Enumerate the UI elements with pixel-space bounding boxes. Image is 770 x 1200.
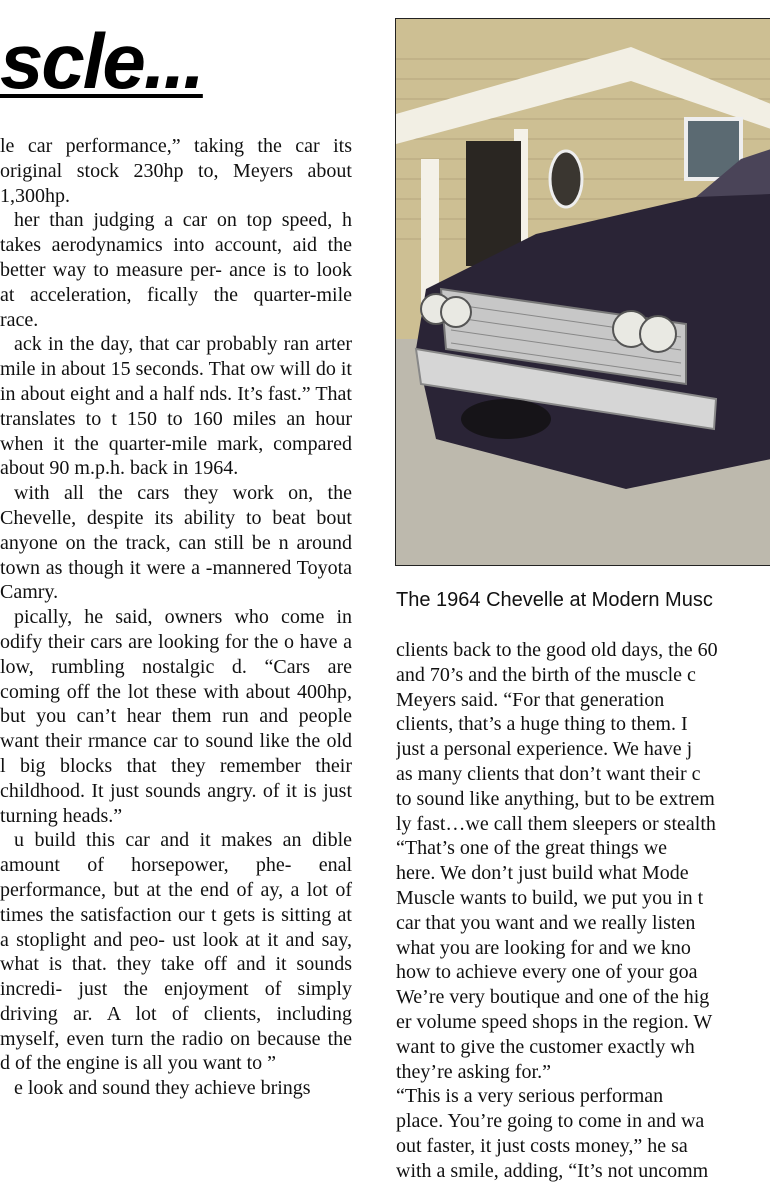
text-line: just a personal experience. We have j [396, 738, 693, 761]
paragraph: ack in the day, that car probably ran arter mile in about 15 seconds. That ow will do it in about eight and a half nds. It’s fast.” That translates to t 150 to 160 miles an hour when it the quarter-mile mark, compared about 90 m.p.h. back in 1964. [0, 333, 352, 480]
text-line: er volume speed shops in the region. W [396, 1010, 713, 1033]
text-line: clients back to the good old days, the 60 [396, 639, 718, 661]
article-headline: scle... [0, 17, 203, 105]
oval-window [550, 151, 582, 207]
text-line: “This is a very serious performan [396, 1085, 664, 1108]
car-photo-illustration [396, 19, 770, 566]
car-tire [461, 399, 551, 439]
text-line: car that you want and we really listen [396, 911, 696, 934]
text-line: as many clients that don’t want their c [396, 762, 701, 785]
text-line: Muscle wants to build, we put you in t [396, 886, 704, 909]
text-line: they’re asking for.” [396, 1060, 551, 1083]
text-line: ly fast…we call them sleepers or stealth [396, 812, 716, 835]
chevelle-photo [395, 18, 770, 566]
text-line: what you are looking for and we kno [396, 936, 691, 959]
text-line: out faster, it just costs money,” he sa [396, 1134, 688, 1157]
text-line: place. You’re going to come in and wa [396, 1110, 705, 1133]
text-line: and 70’s and the birth of the muscle c [396, 663, 696, 686]
text-line: clients, that’s a huge thing to them. I [396, 713, 688, 736]
headlight [441, 297, 471, 327]
paragraph: e look and sound they achieve brings [14, 1077, 311, 1100]
text-line: how to achieve every one of your goa [396, 961, 698, 984]
paragraph: with all the cars they work on, the Chevelle, despite its ability to beat bout anyone on the track, can still be n around town as though it were a -mannered Toyota Camry. [0, 482, 352, 604]
text-line: want to give the customer exactly wh [396, 1035, 695, 1058]
headlight [640, 316, 676, 352]
paragraph: le car performance,” taking the car its original stock 230hp to, Meyers about 1,300hp. [0, 135, 352, 207]
text-line: Meyers said. “For that generation [396, 688, 665, 711]
text-line: to sound like anything, but to be extrem [396, 787, 715, 810]
paragraph: pically, he said, owners who come in odify their cars are looking for the o have a low, rumbling nostalgic d. “Cars are coming off the lot these with about 400hp, but you can’t hear them run and people want their rmance car to sound like the old l big blocks that they remember their childhood. It just sounds angry. of it is just turning heads.” [0, 606, 352, 827]
text-line: with a smile, adding, “It’s not uncomm [396, 1159, 709, 1182]
right-text-column [396, 638, 770, 1184]
text-line: “That’s one of the great things we [396, 837, 668, 860]
paragraph: her than judging a car on top speed, h takes aerodynamics into account, aid the better way to measure per- ance is to look at acceleration, fically the quarter-mile race. [0, 209, 352, 331]
text-line: We’re very boutique and one of the hig [396, 986, 710, 1009]
left-text-column [0, 134, 352, 1101]
paragraph: u build this car and it makes an dible amount of horsepower, phe- enal performance, but at the end of ay, a lot of times the satisfaction our t gets is sitting at a stoplight and peo- ust look at it and say, what is that. they take off and it sounds incredi- just the enjoyment of simply driving ar. A lot of clients, including myself, even turn the radio on because the d of the engine is all you want to ” [0, 829, 352, 1075]
text-line: here. We don’t just build what Mode [396, 862, 689, 885]
photo-caption: The 1964 Chevelle at Modern Musc [396, 589, 713, 611]
